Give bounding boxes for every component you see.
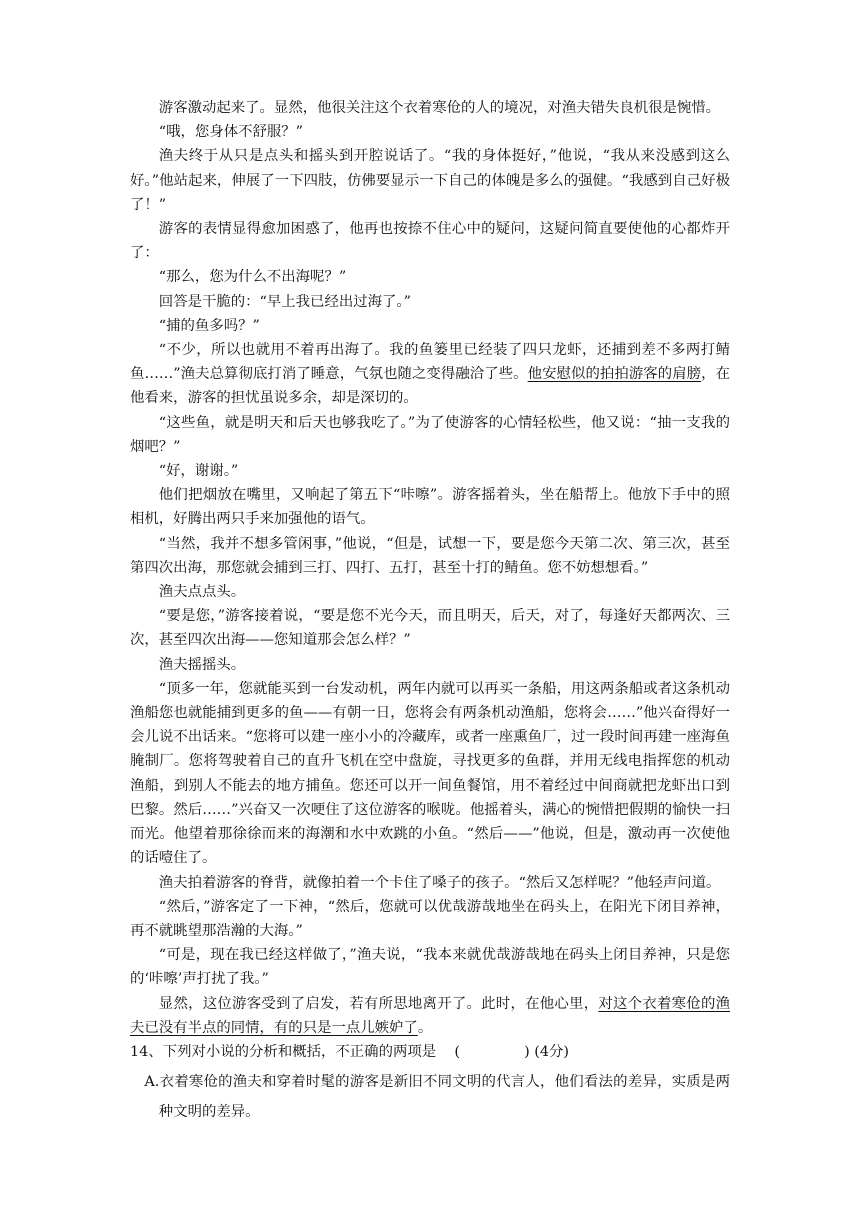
text: 显然，这位游客受到了启发，若有所思地离开了。此时，在他心里， — [158, 995, 599, 1012]
paragraph-3: 渔夫终于从只是点头和摇头到开腔说话了。“我的身体挺好，”他说，“我从来没感到这么好。”他站起来，伸展了一下四肢，仿佛要显示一下自己的体魄是多么的强健。“我感到自己好极了！” — [130, 148, 730, 213]
paragraph-16: “顶多一年，您就能买到一台发动机，两年内就可以再买一条船，用这两条船或者这条机动渔船您也就能捕到更多的鱼——有朝一日，您将会有两条机动渔船，您将会……”他兴奋得好一会儿说不出话来。“您将可以建一座小小的冷藏库，或者一座熏鱼厂，过一段时间再建一座海鱼腌制厂。您将驾驶着自己的直升飞机在空中盘旋，寻找更多的鱼群，并用无线电指挥您的机动渔船，到别人不能去的地方捕鱼。您还可以开一间鱼餐馆，用不着经过中间商就把龙虾出口到巴黎。然后……”兴奋又一次哽住了这位游客的喉咙。他摇着头，满心的惋惜把假期的愉快一扫而光。他望着那徐徐而来的海潮和水中欢跳的小鱼。“然后——”他说，但是，激动再一次使他的话噎住了。 — [130, 680, 730, 867]
underlined-text: 他安慰似的拍拍游客的肩膀 — [527, 366, 702, 383]
document-page — [130, 96, 730, 1127]
paragraph-11: 他们把烟放在嘴里，又响起了第五下“咔嚓”。游客摇着头，坐在船帮上。他放下手中的照相机，好腾出两只手来加强他的语气。 — [130, 487, 730, 528]
text: “不少，所以也就用不着再出海了。我的鱼篓里已经装了四只龙虾，还捕到差不多两打鲭鱼……”渔夫总算彻底打消了睡意，气氛也随之变得融洽了些。 — [130, 342, 730, 383]
text: 。 — [417, 1019, 433, 1036]
paragraph-17: 渔夫拍着游客的脊背，就像拍着一个卡住了嗓子的孩子。“然后又怎样呢？”他轻声问道。 — [158, 874, 721, 891]
paragraph-10: “好，谢谢。” — [158, 463, 239, 480]
paragraph-2: “哦，您身体不舒服？” — [158, 124, 304, 141]
paragraph-7: “捕的鱼多吗？” — [158, 317, 260, 334]
paragraph-14: “要是您，”游客接着说，“要是您不光今天，而且明天，后天，对了，每逢好天都两次、三次，甚至四次出海——您知道那会怎么样？” — [130, 608, 730, 649]
paragraph-1: 游客激动起来了。显然，他很关注这个衣着寒伧的人的境况，对渔夫错失良机很是惋惜。 — [158, 100, 721, 116]
paragraph-6: 回答是干脆的：“早上我已经出过海了。” — [158, 293, 411, 310]
underlined-text: 对这个衣着寒伧的渔夫已没有半点的同情，有的只是一点儿嫉妒了 — [130, 995, 730, 1036]
paragraph-19: “可是，现在我已经这样做了，”渔夫说，“我本来就优哉游哉地在码头上闭目养神，只是您的‘咔嚓’声打扰了我。” — [130, 947, 730, 988]
paragraph-15: 渔夫摇摇头。 — [158, 656, 246, 673]
question-14: 14、下列对小说的分析和概括，不正确的两项是 ( ) (4分) — [130, 1043, 570, 1060]
paragraph-12: “当然，我并不想多管闲事，”他说，“但是，试想一下，要是您今天第二次、第三次，甚至第四次出海，那您就会捕到三打、四打、五打，甚至十打的鲭鱼。您不妨想想看。” — [130, 535, 730, 576]
paragraph-20 — [130, 992, 730, 1040]
option-a: A.衣着寒伧的渔夫和穿着时髦的游客是新旧不同文明的代言人，他们看法的差异，实质是两种文明的差异。 — [144, 1074, 730, 1121]
paragraph-5: “那么，您为什么不出海呢？” — [158, 269, 347, 286]
paragraph-13: 渔夫点点头。 — [158, 584, 246, 601]
paragraph-9: “这些鱼，就是明天和后天也够我吃了。”为了使游客的心情轻松些，他又说：“抽一支我的烟吧？” — [130, 414, 730, 455]
paragraph-18: “然后，”游客定了一下神，“然后，您就可以优哉游哉地坐在码头上，在阳光下闭目养神，再不就眺望那浩瀚的大海。” — [130, 898, 730, 939]
text: ，在他看来，游客的担忧虽说多余，却是深切的。 — [130, 366, 730, 407]
paragraph-8 — [130, 338, 730, 411]
paragraph-4: 游客的表情显得愈加困惑了，他再也按捺不住心中的疑问，这疑问简直要使他的心都炸开了： — [130, 221, 730, 262]
